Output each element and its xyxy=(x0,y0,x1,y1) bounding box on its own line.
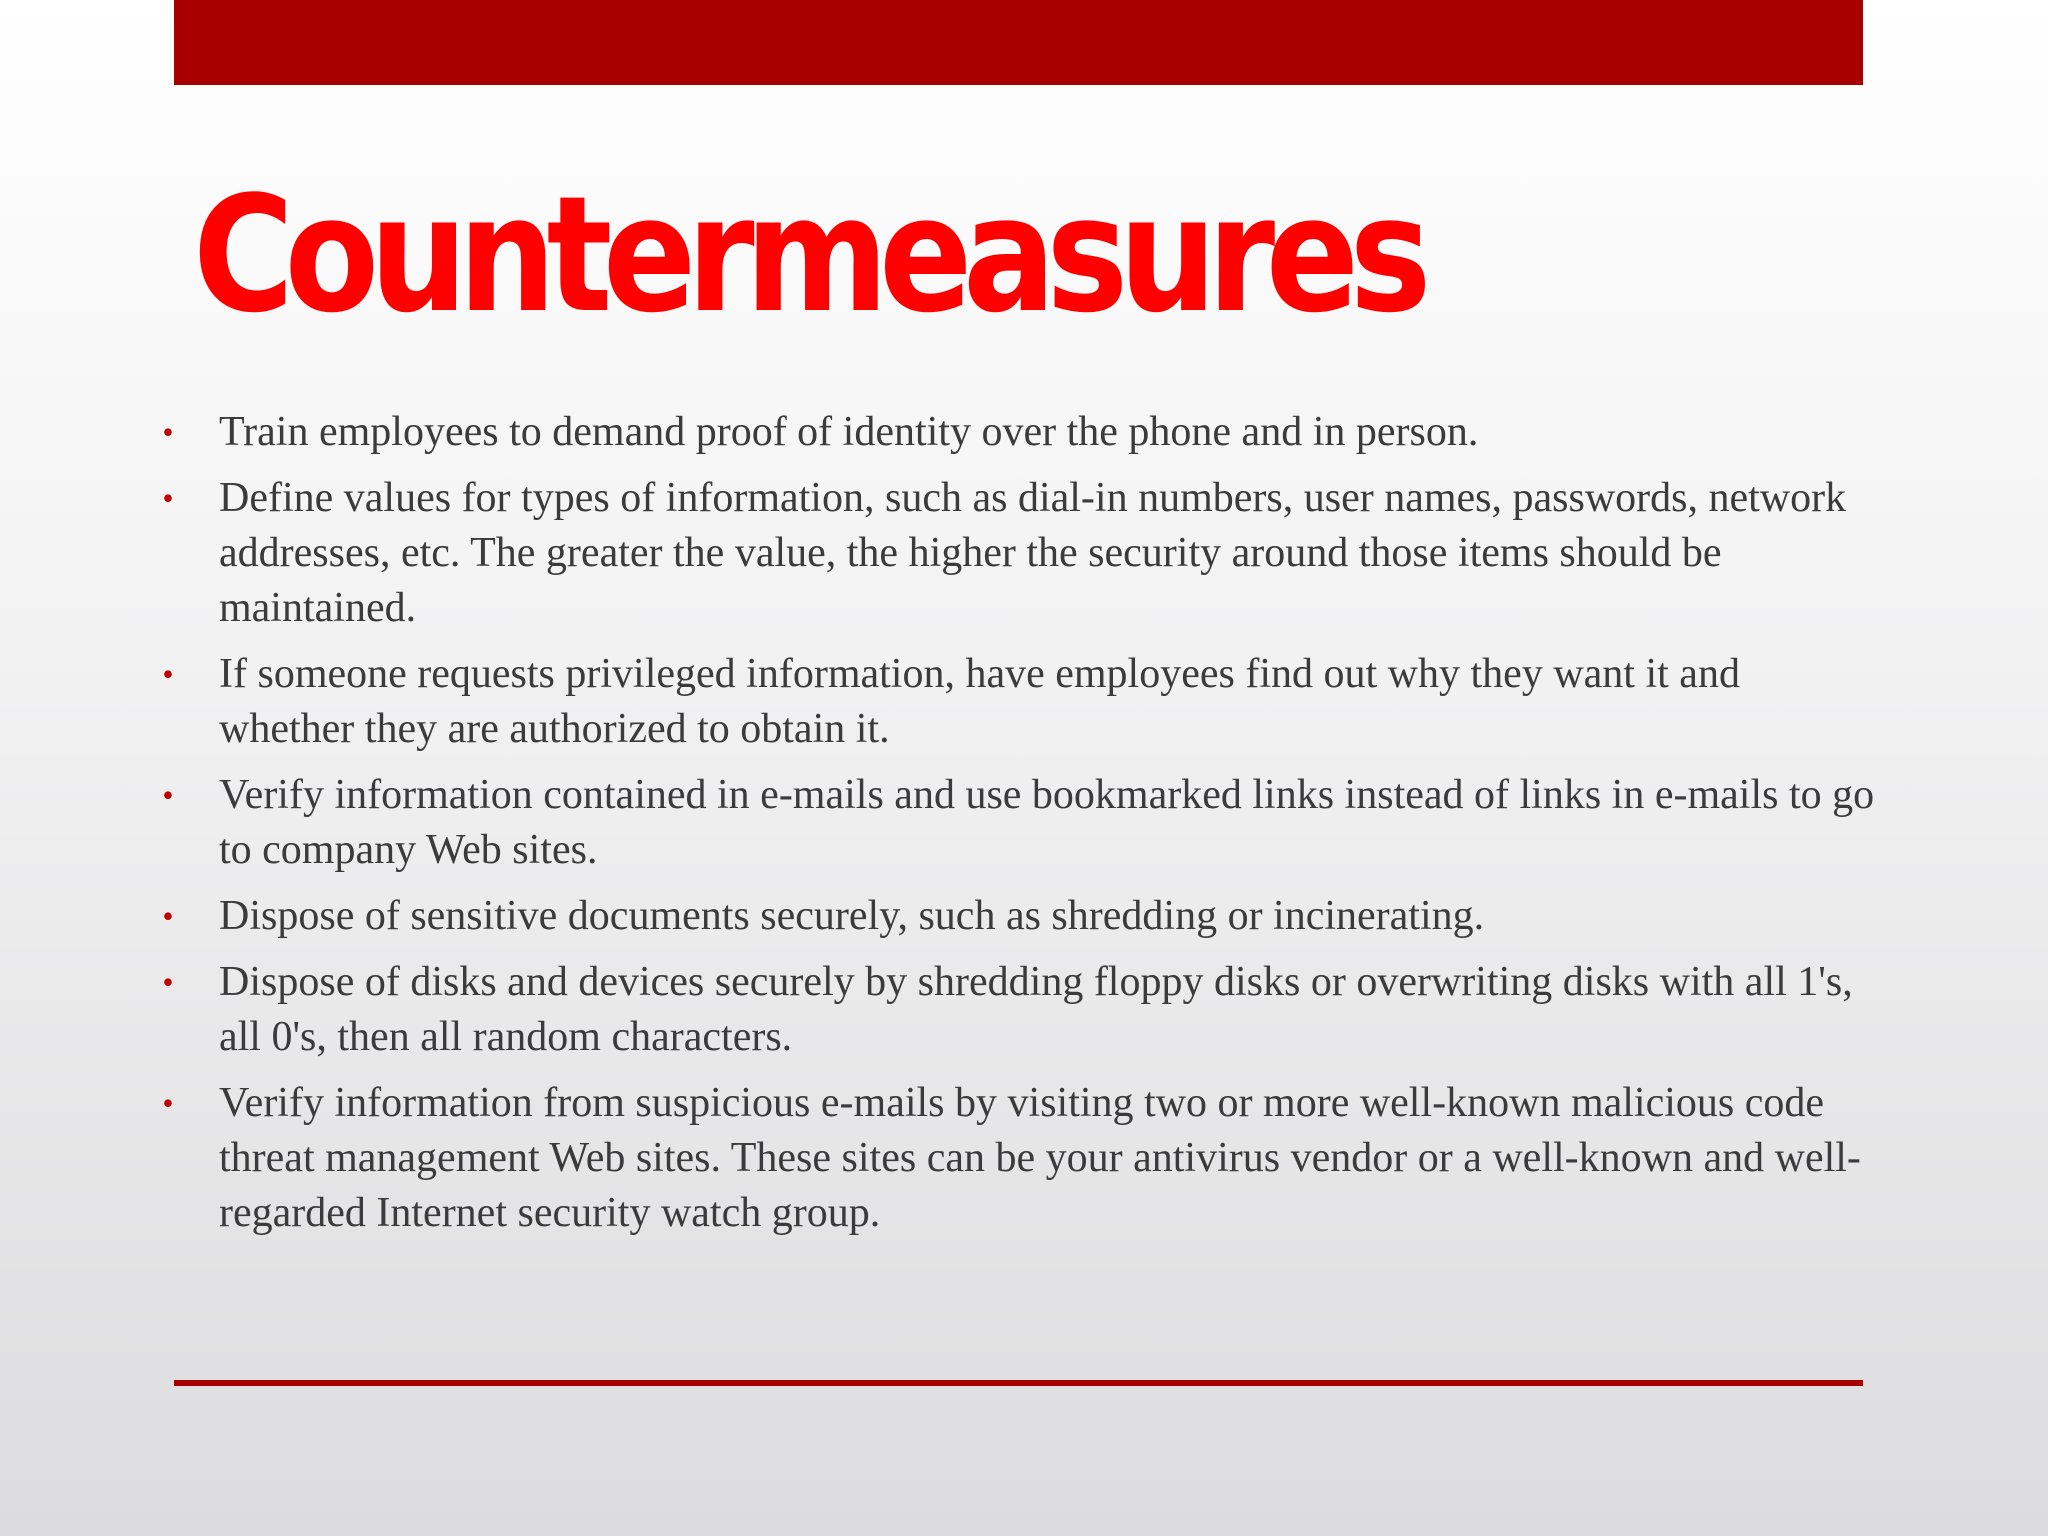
bullet-item xyxy=(156,955,1876,1065)
bullet-dot-icon: • xyxy=(162,656,174,692)
bullet-dot-icon: • xyxy=(162,480,174,516)
bullet-text: Dispose of sensitive documents securely, such as shredding or incinerating. xyxy=(219,893,1485,939)
top-accent-bar xyxy=(174,0,1863,85)
bullet-item xyxy=(156,647,1876,757)
bullet-item xyxy=(156,889,1876,944)
bullet-dot-icon: • xyxy=(162,414,174,450)
bullet-text: Verify information contained in e-mails and use bookmarked links instead of links in e-mails to go to company Web sites. xyxy=(219,772,1875,873)
bullet-text: If someone requests privileged information, have employees find out why they want it and whether they are authorized to obtain it. xyxy=(219,651,1740,752)
slide-title: Countermeasures xyxy=(193,161,1422,348)
bullet-list xyxy=(156,405,1876,1252)
bullet-item xyxy=(156,768,1876,878)
bullet-dot-icon: • xyxy=(162,777,174,813)
bullet-text: Verify information from suspicious e-mails by visiting two or more well-known malicious code threat management Web sites. These sites can be your antivirus vendor or a well-known and well-regarded Internet security watch group. xyxy=(219,1080,1861,1236)
bottom-divider xyxy=(174,1380,1863,1386)
bullet-text: Train employees to demand proof of identity over the phone and in person. xyxy=(219,409,1479,455)
bullet-dot-icon: • xyxy=(162,964,174,1000)
bullet-item xyxy=(156,405,1876,460)
bullet-dot-icon: • xyxy=(162,1085,174,1121)
bullet-dot-icon: • xyxy=(162,898,174,934)
bullet-text: Define values for types of information, such as dial-in numbers, user names, passwords, network addresses, etc. The greater the value, the higher the security around those items should be maintained. xyxy=(219,475,1847,631)
bullet-item xyxy=(156,471,1876,636)
bullet-item xyxy=(156,1076,1876,1241)
bullet-text: Dispose of disks and devices securely by shredding floppy disks or overwriting disks with all 1's, all 0's, then all random characters. xyxy=(219,959,1853,1060)
